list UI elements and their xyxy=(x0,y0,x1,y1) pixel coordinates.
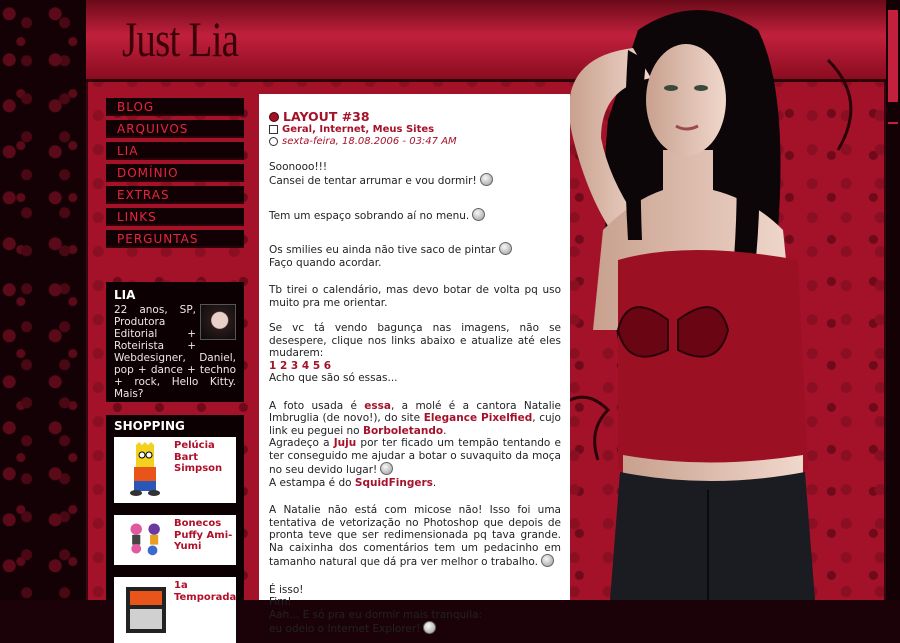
nav-item-links[interactable]: LINKS xyxy=(106,208,244,226)
text: eu odeio o Internet Explorer! xyxy=(269,623,421,635)
paragraph xyxy=(269,584,561,636)
text: Agradeço a xyxy=(269,437,334,449)
categories-links[interactable]: Geral, Internet, Meus Sites xyxy=(282,123,435,135)
text: A foto usada é xyxy=(269,399,365,412)
natalie-illustration xyxy=(528,0,886,600)
text: Aah... E só pra eu dormir mais tranquila: xyxy=(269,608,483,621)
avatar xyxy=(200,304,236,340)
paragraph xyxy=(269,208,561,223)
shop-item[interactable] xyxy=(114,515,236,565)
paragraph: Tb tirei o calendário, mas devo botar de volta pq uso muito pra me orientar. xyxy=(269,284,561,309)
puffy-dolls-image xyxy=(122,521,170,565)
smiley-icon xyxy=(472,208,485,221)
shop-item[interactable] xyxy=(114,577,236,643)
main-nav xyxy=(106,98,244,252)
link-squidfingers[interactable]: SquidFingers xyxy=(354,476,433,489)
smiley-icon xyxy=(541,554,554,567)
shop-item-label[interactable]: Bonecos Puffy Ami-Yumi xyxy=(174,518,233,552)
shopping-title: SHOPPING xyxy=(114,419,185,433)
text: Soonooo!!! xyxy=(269,160,328,173)
stripe-bar xyxy=(888,10,898,102)
dvd-box-image xyxy=(122,583,170,637)
paragraph xyxy=(269,161,561,188)
text: A Natalie não está com micose não! Isso foi uma tentativa de vetorização no Photoshop que depois de pronta teve que ser redimensionada pq tava grande. Na caixinha dos comentários tem um pedacinho em tamanho natural que dá pra ver melhor o trabalho. xyxy=(269,504,561,568)
nav-item-perguntas[interactable]: PERGUNTAS xyxy=(106,230,244,248)
post-title-text[interactable]: LAYOUT #38 xyxy=(283,109,370,124)
text: . xyxy=(443,424,447,437)
folder-icon xyxy=(269,125,278,134)
text: Fim! xyxy=(269,596,292,608)
date-text: sexta-feira, 18.08.2006 - 03:47 AM xyxy=(282,135,457,147)
text: Os smilies eu ainda não tive saco de pintar xyxy=(269,244,496,256)
link-essa[interactable]: essa xyxy=(364,399,392,412)
link-borboletando[interactable]: Borboletando xyxy=(362,424,444,437)
image-links[interactable]: 1 2 3 4 5 6 xyxy=(269,359,332,372)
stripe-bar xyxy=(888,122,898,124)
smiley-icon xyxy=(423,621,436,634)
paragraph xyxy=(269,400,561,490)
bullet-icon xyxy=(269,112,279,122)
post-date xyxy=(269,136,561,148)
text: . xyxy=(432,476,437,489)
profile-text: 22 anos, SP, Produtora Editorial + Roteirista + Webdesigner, Daniel, pop + dance + techno + rock, Hello Kitty. Mais? xyxy=(114,304,236,400)
shop-item-label[interactable]: Pelúcia Bart Simpson xyxy=(174,440,223,474)
clock-icon xyxy=(269,137,278,146)
paragraph xyxy=(269,242,561,269)
nav-item-dominio[interactable]: DOMÍNIO xyxy=(106,164,244,182)
text: , cujo link eu peguei no xyxy=(269,412,561,437)
smiley-icon xyxy=(380,462,393,475)
text: Faço quando acordar. xyxy=(269,256,382,269)
smiley-icon xyxy=(480,173,493,186)
shopping-box xyxy=(106,415,244,603)
post-content xyxy=(259,94,570,635)
post-title[interactable] xyxy=(269,111,561,124)
text: Acho que são só essas... xyxy=(269,372,398,384)
paragraph xyxy=(269,504,561,569)
text: A estampa é do xyxy=(269,476,355,489)
smiley-icon xyxy=(499,242,512,255)
nav-item-lia[interactable]: LIA xyxy=(106,142,244,160)
text: Cansei de tentar arrumar e vou dormir! xyxy=(269,175,477,187)
post-categories xyxy=(269,124,561,136)
nav-item-arquivos[interactable]: ARQUIVOS xyxy=(106,120,244,138)
right-stripe xyxy=(886,0,900,600)
profile-box xyxy=(106,282,244,402)
nav-item-blog[interactable]: BLOG xyxy=(106,98,244,116)
text: Se vc tá vendo bagunça nas imagens, não se desespere, clique nos links abaixo e atualize até eles mudarem: xyxy=(269,322,561,359)
shop-item-label[interactable]: 1a Temporada xyxy=(174,580,237,603)
text: por ter ficado um tempão tentando e ter conseguido me ajudar a botar o suvaquito da moça no seu devido lugar! xyxy=(269,437,561,476)
text: É isso! xyxy=(269,583,304,596)
bart-plush-image xyxy=(122,443,170,497)
site-title[interactable]: Just Lia xyxy=(122,11,239,67)
profile-title: LIA xyxy=(114,288,136,302)
text: , a molé é a cantora Natalie Imbruglia (de novo!), do site xyxy=(269,399,561,424)
shop-item[interactable] xyxy=(114,437,236,503)
link-juju[interactable]: Juju xyxy=(333,437,357,449)
paragraph xyxy=(269,322,561,385)
text: Tem um espaço sobrando aí no menu. xyxy=(269,209,470,222)
nav-item-extras[interactable]: EXTRAS xyxy=(106,186,244,204)
link-elegance-pixelfied[interactable]: Elegance Pixelfied xyxy=(423,412,533,424)
